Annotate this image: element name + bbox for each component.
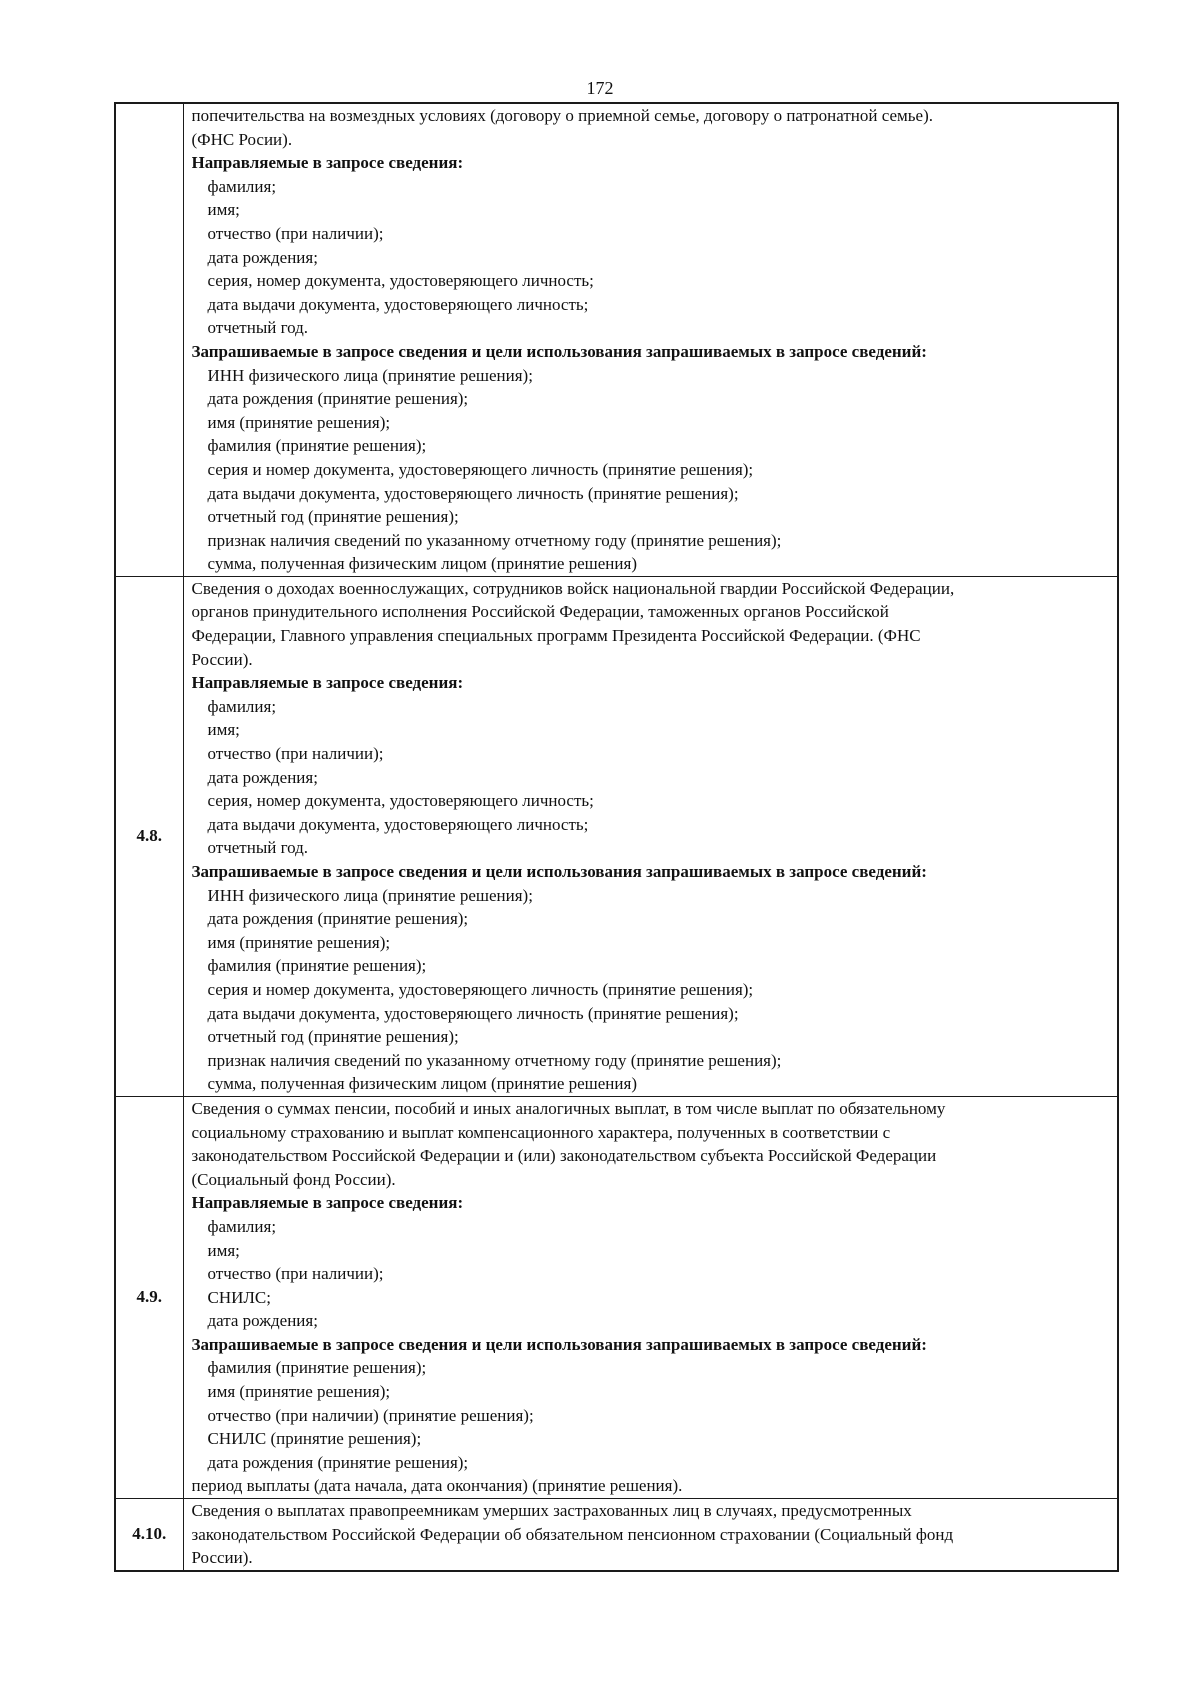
requested-fields-heading: Запрашиваемые в запросе сведения и цели использования запрашиваемых в запросе сведений: xyxy=(191,862,927,881)
sent-field-item: отчетный год. xyxy=(207,838,309,858)
description-line: Сведения о доходах военнослужащих, сотрудников войск национальной гвардии Российской Федерации, xyxy=(191,578,955,598)
sent-field-item: имя; xyxy=(207,200,240,220)
requested-field-item: отчество (при наличии) (принятие решения); xyxy=(207,1405,534,1425)
requested-field-item: сумма, полученная физическим лицом (принятие решения) xyxy=(207,1074,637,1094)
sent-field-item: серия, номер документа, удостоверяющего личность; xyxy=(207,271,594,291)
sent-field-item: дата рождения; xyxy=(207,247,318,267)
table-row xyxy=(115,103,1118,576)
description-line: (Социальный фонд России). xyxy=(191,1169,396,1189)
sent-fields-heading: Направляемые в запросе сведения: xyxy=(191,1193,464,1213)
description-line: органов принудительного исполнения Российской Федерации, таможенных органов Российской xyxy=(191,602,889,622)
requested-field-item: фамилия (принятие решения); xyxy=(207,436,427,456)
sent-field-item: имя; xyxy=(207,1240,240,1260)
sent-field-item: имя; xyxy=(207,720,240,740)
row-content xyxy=(183,103,1118,576)
requested-field-item: ИНН физического лица (принятие решения); xyxy=(207,885,533,905)
requested-field-item: отчетный год (принятие решения); xyxy=(207,507,459,527)
requested-field-item: дата рождения (принятие решения); xyxy=(207,909,469,929)
row-number: 4.9. xyxy=(115,1096,183,1498)
description-line: (ФНС Росии). xyxy=(191,129,293,149)
description-line: Сведения о суммах пенсии, пособий и иных аналогичных выплат, в том числе выплат по обязательному xyxy=(191,1098,946,1118)
sent-fields-heading: Направляемые в запросе сведения: xyxy=(191,673,464,693)
row-content xyxy=(183,1096,1118,1498)
row-content xyxy=(183,1499,1118,1571)
sent-field-item: СНИЛС; xyxy=(207,1287,271,1307)
description-line: Федерации, Главного управления специальных программ Президента Российской Федерации. (ФНС xyxy=(191,626,921,646)
row-number xyxy=(115,103,183,576)
requested-field-item: дата рождения (принятие решения); xyxy=(207,1452,469,1472)
description-line: России). xyxy=(191,1548,253,1568)
requested-field-item: имя (принятие решения); xyxy=(207,412,391,432)
description-line: социальному страхованию и выплат компенсационного характера, полученных в соответствии с xyxy=(191,1122,891,1142)
sent-field-item: серия, номер документа, удостоверяющего личность; xyxy=(207,791,594,811)
requested-field-item: сумма, полученная физическим лицом (принятие решения) xyxy=(207,554,637,574)
requested-field-item: отчетный год (принятие решения); xyxy=(207,1027,459,1047)
row-number: 4.8. xyxy=(115,576,183,1096)
sent-field-item: дата рождения; xyxy=(207,1311,318,1331)
description-line: России). xyxy=(191,649,253,669)
table-row xyxy=(115,1096,1118,1498)
requested-field-item: признак наличия сведений по указанному отчетному году (принятие решения); xyxy=(207,530,782,550)
requested-field-item: дата выдачи документа, удостоверяющего личность (принятие решения); xyxy=(207,483,739,503)
description-line: законодательством Российской Федерации и (или) законодательством субъекта Российской Федерации xyxy=(191,1146,937,1166)
sent-field-item: отчетный год. xyxy=(207,318,309,338)
sent-field-item: дата выдачи документа, удостоверяющего личность; xyxy=(207,294,589,314)
page-number: 172 xyxy=(586,78,614,98)
sent-field-item: фамилия; xyxy=(207,176,277,196)
row-content xyxy=(183,576,1118,1096)
sent-field-item: отчество (при наличии); xyxy=(207,223,384,243)
sent-fields-heading: Направляемые в запросе сведения: xyxy=(191,153,464,173)
sent-field-item: фамилия; xyxy=(207,696,277,716)
requested-fields-heading: Запрашиваемые в запросе сведения и цели использования запрашиваемых в запросе сведений: xyxy=(191,341,927,361)
table-row xyxy=(115,1499,1118,1571)
requested-field-item: фамилия (принятие решения); xyxy=(207,956,427,976)
requested-fields-heading: Запрашиваемые в запросе сведения и цели использования запрашиваемых в запросе сведений: xyxy=(191,1334,927,1354)
requested-field-item: дата выдачи документа, удостоверяющего личность (принятие решения); xyxy=(207,1003,739,1023)
sent-field-item: отчество (при наличии); xyxy=(207,744,384,764)
requested-field-item: серия и номер документа, удостоверяющего личность (принятие решения); xyxy=(207,459,754,479)
description-line: Сведения о выплатах правопреемникам умерших застрахованных лиц в случаях, предусмотренных xyxy=(191,1501,912,1521)
requested-field-item: фамилия (принятие решения); xyxy=(207,1358,427,1378)
sent-field-item: дата рождения; xyxy=(207,767,318,787)
requested-field-item: имя (принятие решения); xyxy=(207,1382,391,1402)
requested-field-item: серия и номер документа, удостоверяющего личность (принятие решения); xyxy=(207,979,754,999)
requested-field-item: дата рождения (принятие решения); xyxy=(207,389,469,409)
sent-field-item: отчество (при наличии); xyxy=(207,1264,384,1284)
requested-field-item: СНИЛС (принятие решения); xyxy=(207,1429,422,1449)
description-line: законодательством Российской Федерации об обязательном пенсионном страховании (Социальный фонд xyxy=(191,1524,954,1544)
requested-field-item: ИНН физического лица (принятие решения); xyxy=(207,365,533,385)
closing-line: период выплаты (дата начала, дата окончания) (принятие решения). xyxy=(191,1476,683,1496)
requested-field-item: признак наличия сведений по указанному отчетному году (принятие решения); xyxy=(207,1050,782,1070)
sent-field-item: фамилия; xyxy=(207,1216,277,1236)
description-line: попечительства на возмездных условиях (договору о приемной семье, договору о патронатной семье). xyxy=(191,106,934,125)
table-row xyxy=(115,576,1118,1096)
requested-field-item: имя (принятие решения); xyxy=(207,932,391,952)
row-number: 4.10. xyxy=(115,1499,183,1571)
document-table xyxy=(114,102,1119,1572)
sent-field-item: дата выдачи документа, удостоверяющего личность; xyxy=(207,814,589,834)
